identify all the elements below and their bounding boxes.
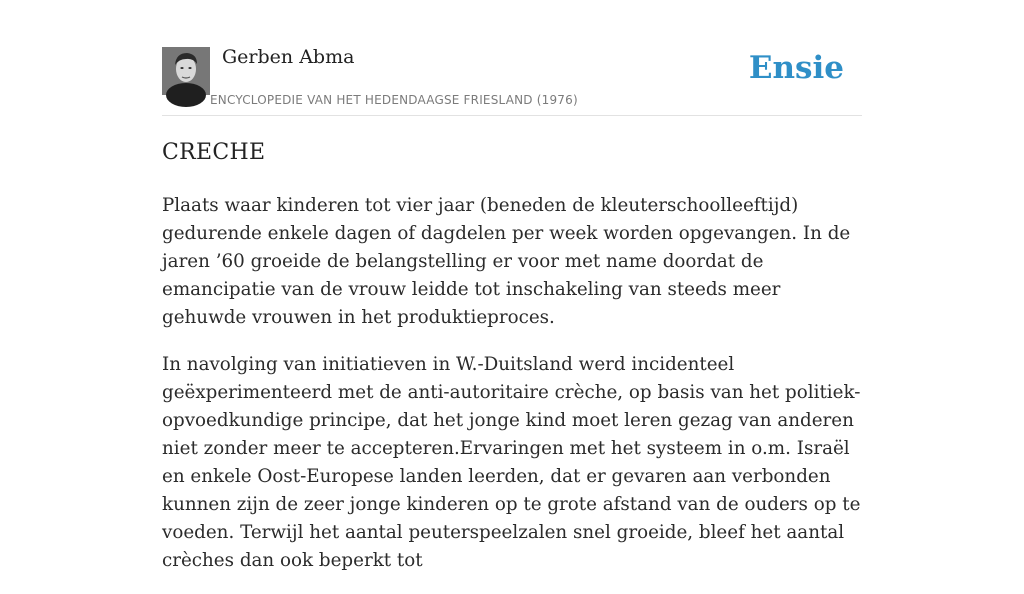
author-avatar[interactable] (162, 47, 210, 95)
brand-logo[interactable]: Ensie (748, 50, 844, 86)
article-paragraph: In navolging van initiatieven in W.-Duitsland werd incidenteel geëxperimenteerd met de anti-autoritaire crèche, op basis van het politiek-opvoedkundige principe, dat het jonge kind moet leren gezag van anderen niet zonder meer te accepteren.Ervaringen met het systeem in o.m. Israël en enkele Oost-Europese landen leerden, dat er gevaren aan verbonden kunnen zijn de zeer jonge kinderen op te grote afstand van de ouders op te voeden. Terwijl het aantal peuterspeelzalen snel groeide, bleef het aantal crèches dan ook beperkt tot (162, 354, 861, 571)
article-paragraph: Plaats waar kinderen tot vier jaar (beneden de kleuterschoolleeftijd) gedurende enkele dagen of dagdelen per week worden opgevangen. In de jaren ’60 groeide de belangstelling er voor met name doordat de emancipatie van de vrouw leidde tot inschakeling van steeds meer gehuwde vrouwen in het produktieproces. (162, 195, 851, 328)
author-name[interactable]: Gerben Abma (222, 46, 355, 68)
portrait-icon (162, 47, 210, 95)
article-title: CRECHE (162, 140, 266, 165)
article-body (162, 192, 866, 594)
article-header (162, 46, 862, 116)
source-label[interactable]: ENCYCLOPEDIE VAN HET HEDENDAAGSE FRIESLAND (1976) (210, 93, 578, 107)
